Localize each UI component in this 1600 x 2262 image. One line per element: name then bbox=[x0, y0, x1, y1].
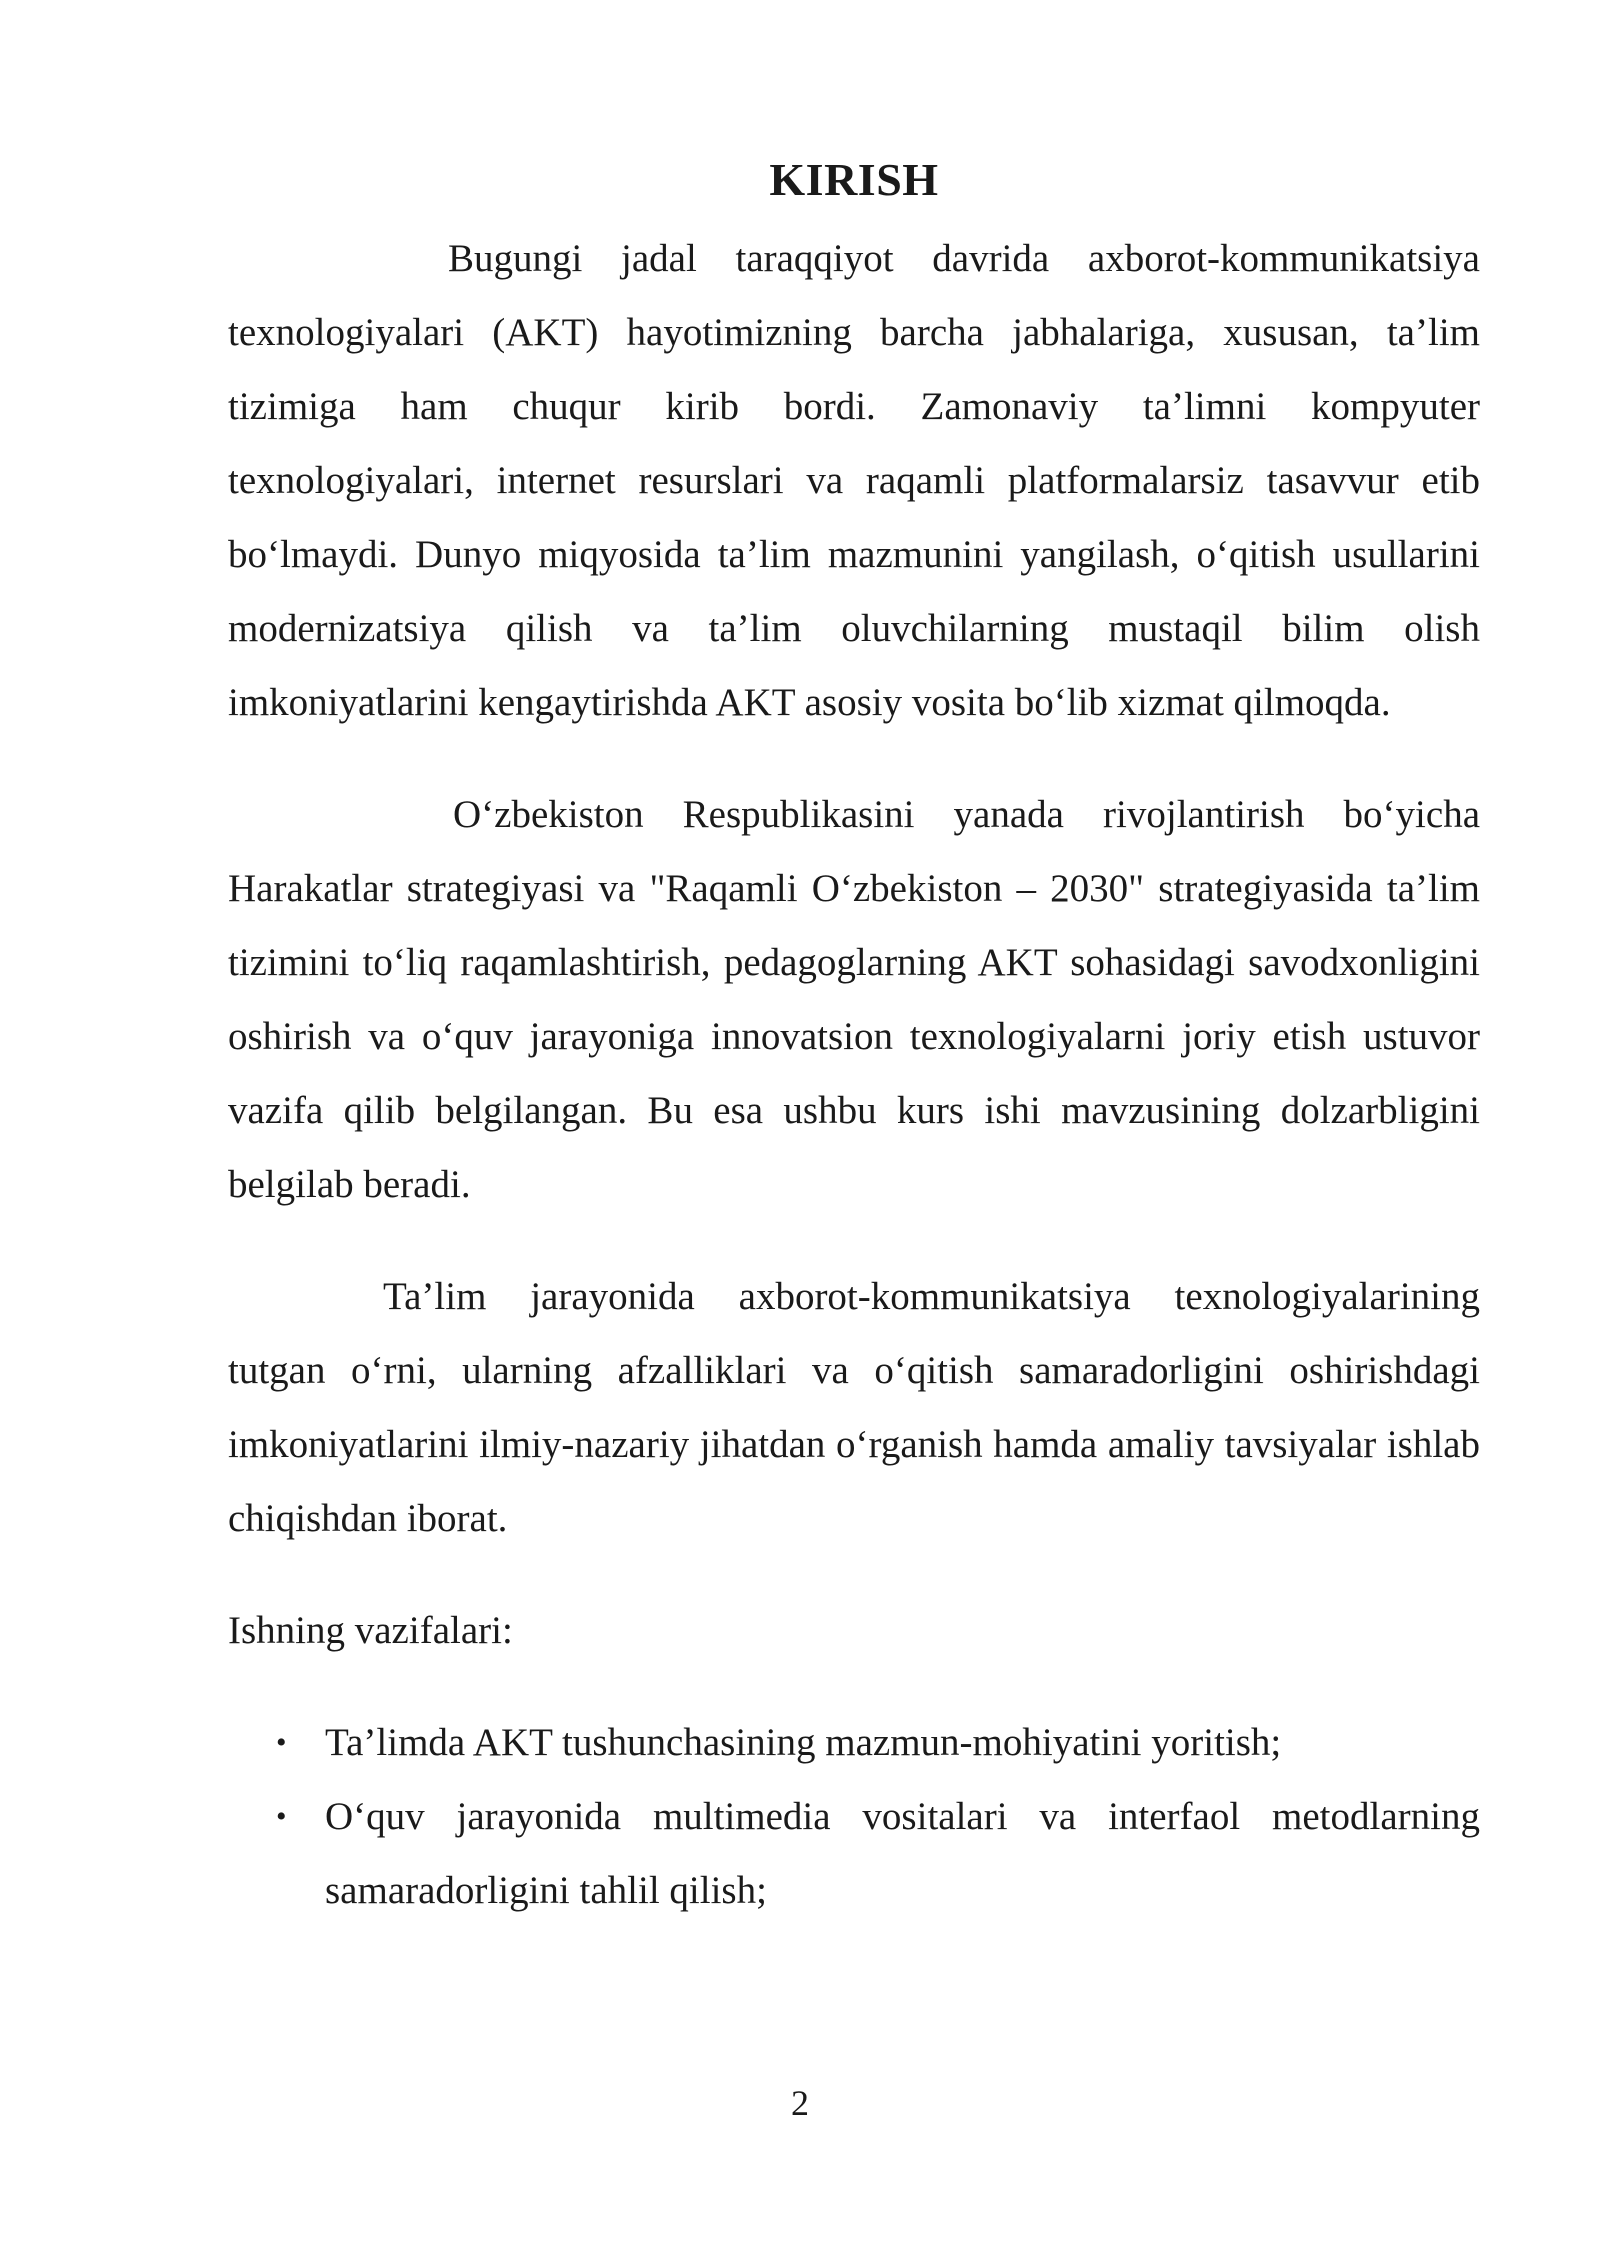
list-item-text: Ta’limda AKT tushunchasining mazmun-mohiyatini yoritish; bbox=[325, 1721, 1282, 1764]
list-item bbox=[228, 1706, 1480, 1780]
page-content bbox=[228, 150, 1480, 1928]
tasks-list bbox=[228, 1706, 1480, 1928]
list-item bbox=[228, 1780, 1480, 1928]
page-title: KIRISH bbox=[769, 154, 939, 205]
page-number: 2 bbox=[791, 2083, 809, 2123]
strategy-paragraph: O‘zbekiston Respublikasini yanada rivojlantirish bo‘yicha Harakatlar strategiyasi va "Raqamli O‘zbekiston – 2030" strategiyasida ta’lim tizimini to‘liq raqamlashtirish, pedagoglarning AKT sohasidagi savodxonligini oshirish va o‘quv jarayoniga innovatsion texnologiyalarni joriy etish ustuvor vazifa qilib belgilangan. Bu esa ushbu kurs ishi mavzusining dolzarbligini belgilab beradi. bbox=[228, 793, 1480, 1206]
intro-paragraph: Bugungi jadal taraqqiyot davrida axborot-kommunikatsiya texnologiyalari (AKT) hayotimizning barcha jabhalariga, xususan, ta’lim tizimiga ham chuqur kirib bordi. Zamonaviy ta’limni kompyuter texnologiyalari, internet resurslari va raqamli platformalarsiz tasavvur etib bo‘lmaydi. Dunyo miqyosida ta’lim mazmunini yangilash, o‘qitish usullarini modernizatsiya qilish va ta’lim oluvchilarning mustaqil bilim olish imkoniyatlarini kengaytirishda AKT asosiy vosita bo‘lib xizmat qilmoqda. bbox=[228, 237, 1480, 724]
purpose-paragraph: Ta’lim jarayonida axborot-kommunikatsiya texnologiyalarining tutgan o‘rni, ularning afzalliklari va o‘qitish samaradorligini oshirishdagi imkoniyatlarini ilmiy-nazariy jihatdan o‘rganish hamda amaliy tavsiyalar ishlab chiqishdan iborat. bbox=[228, 1275, 1480, 1540]
bullet-icon: • bbox=[276, 1800, 287, 1833]
tasks-heading: Ishning vazifalari: bbox=[228, 1609, 513, 1652]
bullet-icon: • bbox=[276, 1726, 287, 1759]
list-item-text: O‘quv jarayonida multimedia vositalari va interfaol metodlarning samaradorligini tahlil qilish; bbox=[325, 1795, 1480, 1912]
